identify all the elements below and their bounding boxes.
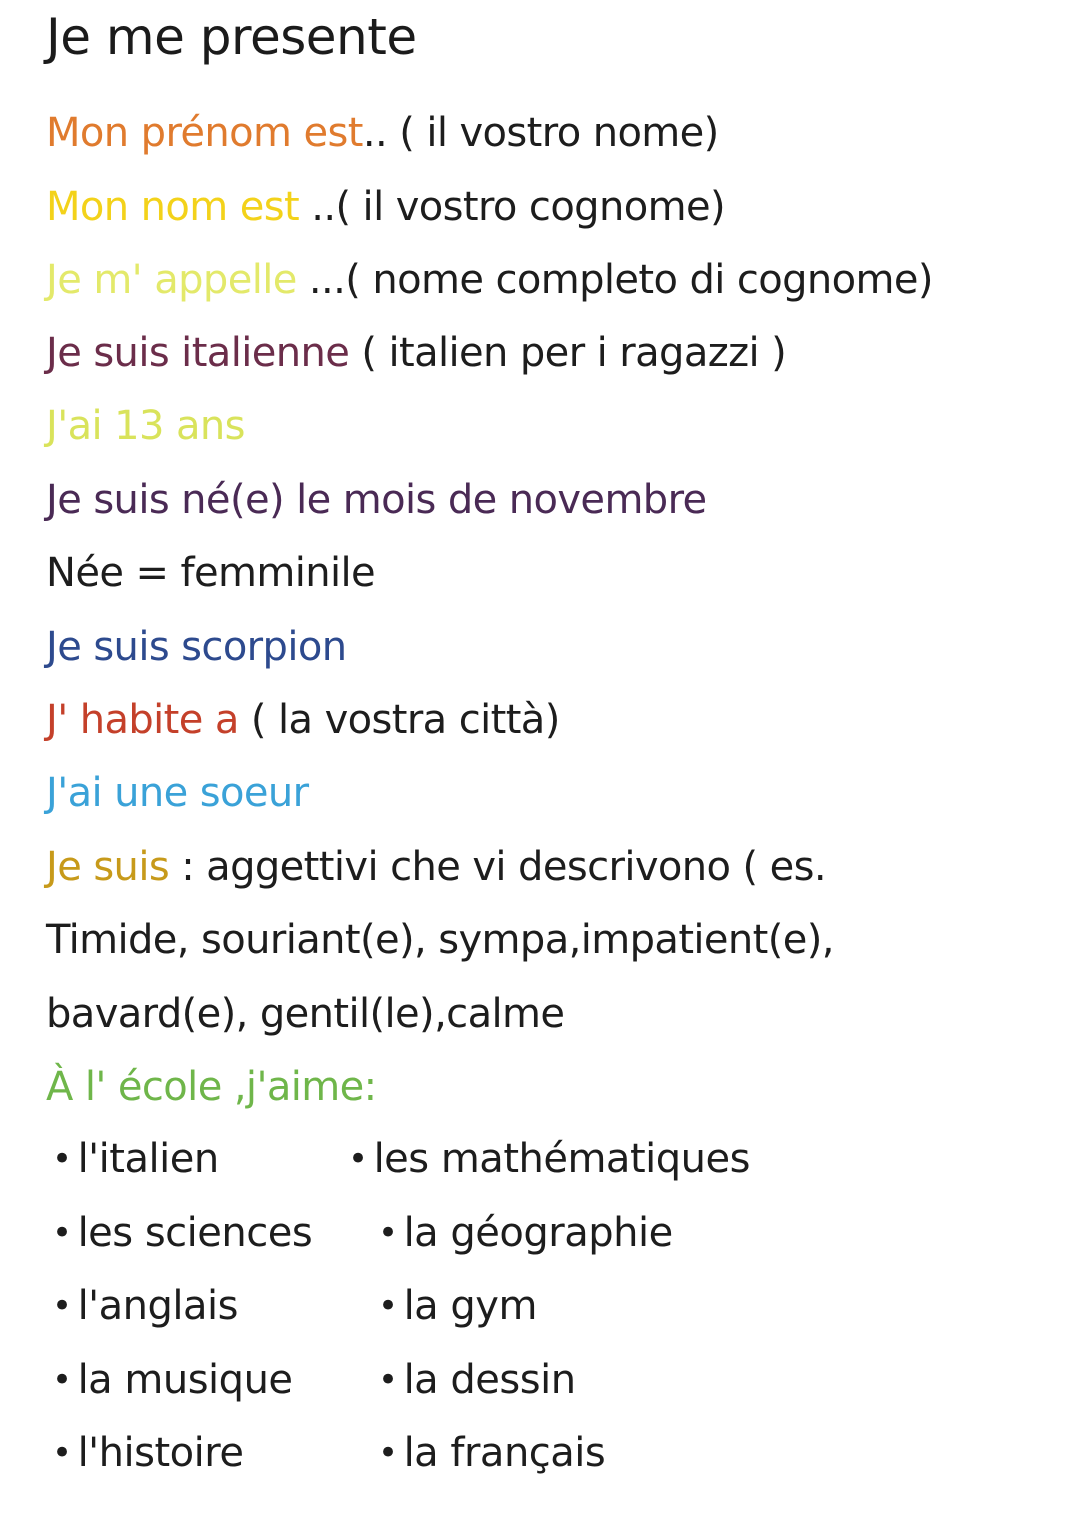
plain-phrase: Timide, souriant(e), sympa,impatient(e),: [46, 917, 834, 963]
text-line: [46, 1062, 377, 1112]
highlighted-phrase: Je suis scorpion: [46, 624, 347, 670]
plain-phrase: .. ( il vostro nome): [362, 110, 719, 156]
list-item: [52, 1208, 312, 1258]
list-item: [378, 1208, 673, 1258]
bullet-icon: •: [378, 1359, 398, 1400]
subject-label: l'histoire: [77, 1430, 244, 1476]
bullet-icon: •: [52, 1433, 72, 1473]
text-line: [46, 401, 245, 451]
subject-row: [52, 1134, 952, 1208]
list-item: [378, 1428, 605, 1478]
plain-phrase: ( la vostra città): [238, 697, 560, 743]
subject-label: la gym: [403, 1283, 537, 1329]
bullet-icon: •: [378, 1433, 398, 1473]
highlighted-phrase: J' habite a: [46, 697, 239, 743]
highlighted-phrase: Je suis italienne: [46, 330, 350, 376]
subject-row: [52, 1281, 952, 1355]
text-line: [46, 548, 375, 598]
plain-phrase: ..( il vostro cognome): [299, 184, 725, 230]
highlighted-phrase: À l' école ,j'aime:: [46, 1064, 377, 1110]
bullet-icon: •: [52, 1286, 72, 1326]
highlighted-phrase: Je m' appelle: [46, 257, 297, 303]
page-title: Je me presente: [46, 8, 417, 66]
subject-label: l'anglais: [77, 1283, 239, 1329]
text-line: [46, 255, 933, 305]
text-line: [46, 475, 707, 525]
subject-label: les sciences: [77, 1209, 313, 1256]
text-line: [46, 989, 564, 1039]
subject-label: la français: [403, 1430, 606, 1476]
text-line: [46, 182, 725, 232]
highlighted-phrase: Mon nom est: [46, 184, 300, 230]
highlighted-phrase: Je suis né(e) le mois de novembre: [46, 477, 707, 523]
bullet-icon: •: [52, 1139, 72, 1179]
subject-label: les mathématiques: [373, 1136, 750, 1182]
text-line: [46, 842, 826, 892]
text-line: [46, 328, 786, 378]
subject-list: [52, 1134, 952, 1502]
subject-label: la musique: [77, 1356, 293, 1403]
text-line: [46, 915, 834, 965]
plain-phrase: ( italien per i ragazzi ): [349, 330, 787, 376]
text-line: [46, 768, 308, 818]
highlighted-phrase: Mon prénom est: [46, 110, 363, 156]
subject-label: la dessin: [403, 1356, 576, 1403]
subject-row: [52, 1208, 952, 1282]
bullet-icon: •: [348, 1139, 368, 1179]
list-item: [378, 1281, 537, 1331]
list-item: [52, 1134, 219, 1184]
text-line: [46, 108, 719, 158]
list-item: [348, 1134, 750, 1184]
highlighted-phrase: Je suis: [46, 844, 170, 890]
list-item: [52, 1428, 243, 1478]
subject-row: [52, 1428, 952, 1502]
list-item: [378, 1355, 576, 1405]
bullet-icon: •: [378, 1212, 398, 1253]
bullet-icon: •: [52, 1212, 72, 1253]
text-line: [46, 695, 560, 745]
highlighted-phrase: J'ai 13 ans: [46, 403, 245, 449]
subject-label: la géographie: [403, 1209, 673, 1256]
list-item: [52, 1281, 238, 1331]
bullet-icon: •: [52, 1359, 72, 1400]
highlighted-phrase: J'ai une soeur: [46, 770, 309, 816]
list-item: [52, 1355, 293, 1405]
plain-phrase: ...( nome completo di cognome): [296, 257, 933, 303]
plain-phrase: Née = femminile: [46, 550, 376, 596]
subject-row: [52, 1355, 952, 1429]
plain-phrase: bavard(e), gentil(le),calme: [46, 991, 565, 1037]
bullet-icon: •: [378, 1286, 398, 1326]
text-line: [46, 622, 346, 672]
subject-label: l'italien: [77, 1136, 219, 1182]
plain-phrase: : aggettivi che vi descrivono ( es.: [169, 844, 826, 890]
